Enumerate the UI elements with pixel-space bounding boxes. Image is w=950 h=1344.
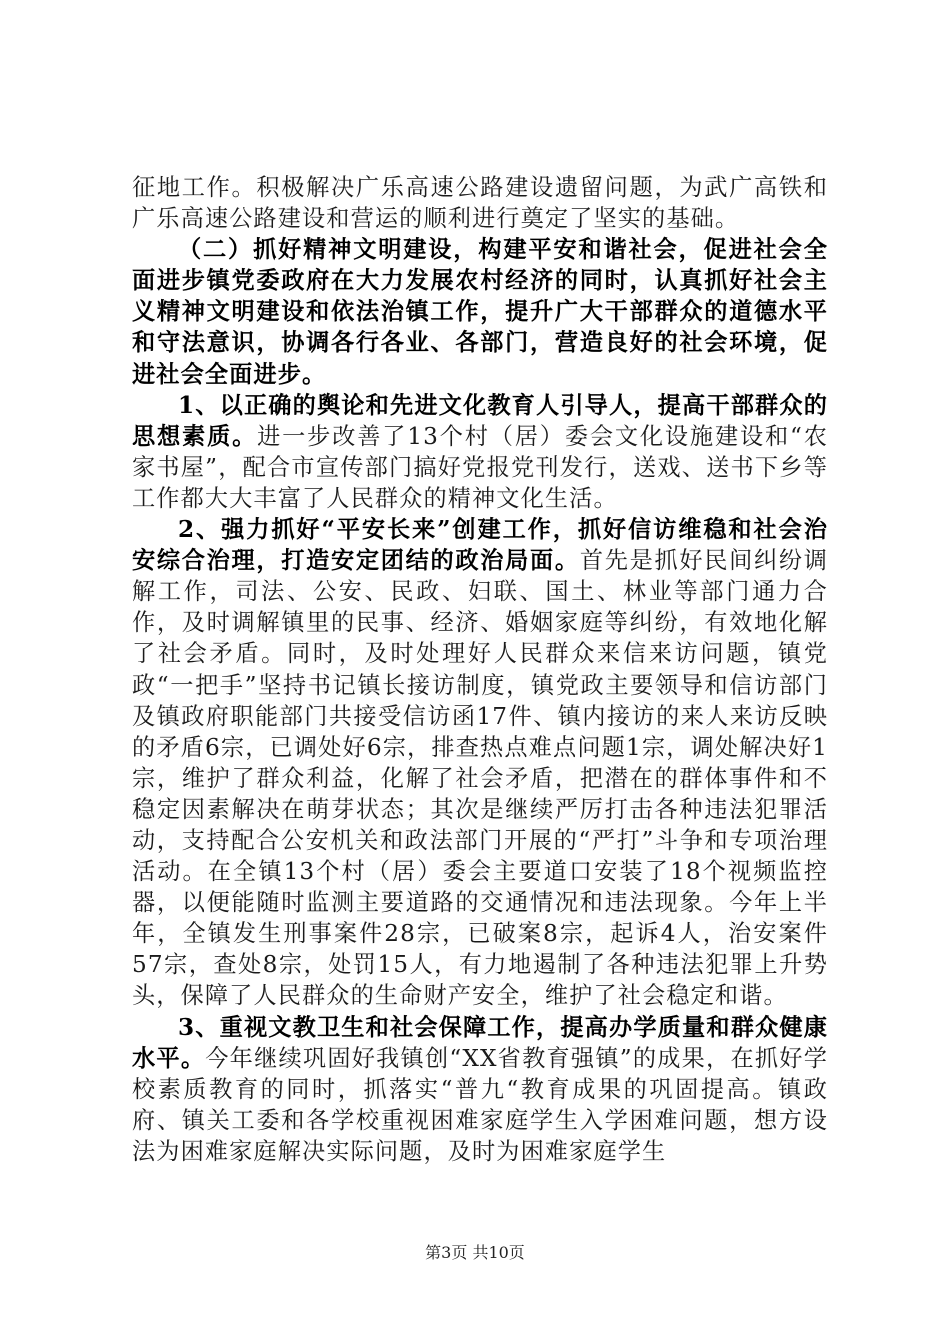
document-body [132, 172, 828, 1167]
paragraph-continuation [132, 172, 828, 234]
paragraph-text: 今年继续巩固好我镇创“XX省教育强镇”的成果，在抓好学校素质教育的同时，抓落实“普九“教育成果的巩固提高。镇政府、镇关工委和各学校重视困难家庭学生入学困难问题，想方设法为困难家庭解决实际问题，及时为困难家庭学生 [132, 1044, 828, 1165]
paragraph-text: 进一步改善了13个村（居）委会文化设施建设和“农家书屋”，配合市宣传部门搞好党报党刊发行，送戏、送书下乡等工作都大大丰富了人民群众的精神文化生活。 [132, 422, 829, 512]
paragraph-item-1 [132, 390, 828, 514]
paragraph-text: 首先是抓好民间纠纷调解工作，司法、公安、民政、妇联、国土、林业等部门通力合作，及时调解镇里的民事、经济、婚姻家庭等纠纷，有效地化解了社会矛盾。同时，及时处理好人民群众来信来访问题，镇党政“一把手”坚持书记镇长接访制度，镇党政主要领导和信访部门及镇政府职能部门共接受信访函17件、镇内接访的来人来访反映的矛盾6宗，已调处好6宗，排查热点难点问题1宗，调处解决好1宗，维护了群众利益，化解了社会矛盾，把潜在的群体事件和不稳定因素解决在萌芽状态；其次是继续严厉打击各种违法犯罪活动，支持配合公安机关和政法部门开展的“严打”斗争和专项治理活动。在全镇13个村（居）委会主要道口安装了18个视频监控器，以便能随时监测主要道路的交通情况和违法现象。今年上半年，全镇发生刑事案件28宗，已破案8宗，起诉4人，治安案件57宗，查处8宗，处罚15人，有力地遏制了各种违法犯罪上升势头，保障了人民群众的生命财产安全，维护了社会稳定和谐。 [132, 547, 828, 1010]
paragraph-heading: 3、重视文教卫生和社会保障工作，提高办学质量和群众健康水平。 [132, 1013, 828, 1072]
paragraph-heading: 1、以正确的舆论和先进文化教育人引导人，提高干部群众的思想素质。 [132, 391, 828, 450]
page-number-footer: 第3页 共10页 [425, 1243, 525, 1262]
paragraph-text: 征地工作。积极解决广乐高速公路建设遗留问题，为武广高铁和广乐高速公路建设和营运的顺利进行奠定了坚实的基础。 [132, 174, 828, 233]
section-heading-2 [132, 234, 828, 389]
paragraph-heading: （二）抓好精神文明建设，构建平安和谐社会，促进社会全面进步镇党委政府在大力发展农村经济的同时，认真抓好社会主义精神文明建设和依法治镇工作，提升广大干部群众的道德水平和守法意识，协调各行各业、各部门，营造良好的社会环境，促进社会全面进步。 [132, 236, 828, 388]
paragraph-item-2 [132, 514, 828, 1012]
paragraph-item-3 [132, 1012, 828, 1167]
paragraph-heading: 2、强力抓好“平安长来”创建工作，抓好信访维稳和社会治安综合治理，打造安定团结的政治局面。 [132, 516, 828, 575]
